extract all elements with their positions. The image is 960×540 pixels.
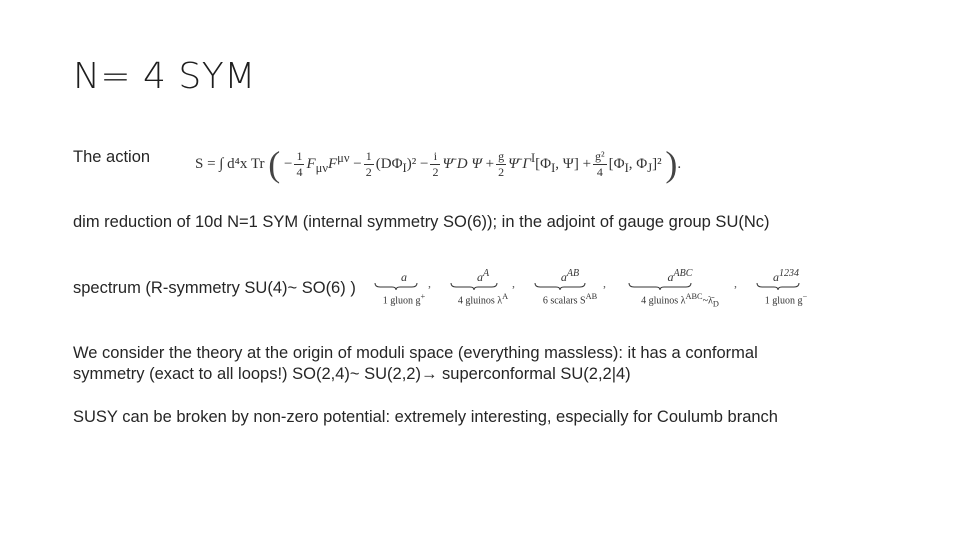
slide-title: N= 4 SYM xyxy=(73,56,256,97)
underbrace-icon xyxy=(628,282,692,291)
susy-breaking-text: SUSY can be broken by non-zero potential: extremely interesting, especially for Coulumb branch xyxy=(73,408,778,426)
action-lead: S = ∫ d⁴x Tr xyxy=(195,156,265,172)
spectrum-separator: , xyxy=(603,276,606,290)
spectrum-field-scalars: $a^{AB}$ 6 scalars $S^{AB}$ xyxy=(534,268,606,306)
fraction-5: $\frac{\text{g²}}{4}$ xyxy=(595,149,605,180)
spectrum-separator: , xyxy=(734,276,737,290)
conformal-line-1: We consider the theory at the origin of moduli space (everything massless): it has a conformal xyxy=(73,344,758,362)
open-paren: ( xyxy=(268,144,281,184)
spectrum-separator: , xyxy=(428,276,431,290)
spectrum-separator: , xyxy=(512,276,515,290)
fraction-2: $\frac{1}{2}$ xyxy=(365,149,372,180)
spectrum-field-gluinos-conjugate: $a^{ABC}$ 4 gluinos $\lambda^{ABC}\sim\lambdā_D$ xyxy=(628,268,732,308)
spectrum-label: spectrum (R-symmetry SU(4)~ SO(6) ) xyxy=(73,279,356,297)
spectrum-field-gluon-minus: $a^{1234}$ 1 gluon g− xyxy=(756,268,816,306)
underbrace-icon xyxy=(374,282,418,291)
spectrum-field-gluinos: $a^A$ 4 gluinos $\lambda^A$ xyxy=(450,268,516,306)
conformal-line-2: symmetry (exact to all loops!) SO(2,4)~ SU(2,2)→ superconformal SU(2,2|4) xyxy=(73,365,631,383)
fraction-1: $\frac{1}{4}$ xyxy=(296,149,303,180)
action-equation: S = ∫ d⁴x Tr ( − $\frac{1}{4}$ $F_{\mu\nu}F^{\mu\nu}$ − $\frac{1}{2}$ $(D\Phi_I)^2$ − $\frac{i}{2}$ Ψ̄ D Ψ + $\frac{g}{2}$ Ψ̄ $\Gamma^I[\Phi_I$, Ψ] + $\frac{\text{g²}}{4}$ [$\Phi_I$, $\Phi_J]^2$ ). xyxy=(195,144,682,184)
fraction-4: $\frac{g}{2}$ xyxy=(498,149,505,180)
dim-reduction-text: dim reduction of 10d N=1 SYM (internal symmetry SO(6)); in the adjoint of gauge group SU(Nc) xyxy=(73,213,770,231)
close-paren: ) xyxy=(665,144,678,184)
fraction-3: $\frac{i}{2}$ xyxy=(432,149,439,180)
action-label: The action xyxy=(73,148,151,166)
spectrum-field-gluon-plus: a 1 gluon g+ xyxy=(374,268,434,306)
underbrace-icon xyxy=(450,282,498,291)
